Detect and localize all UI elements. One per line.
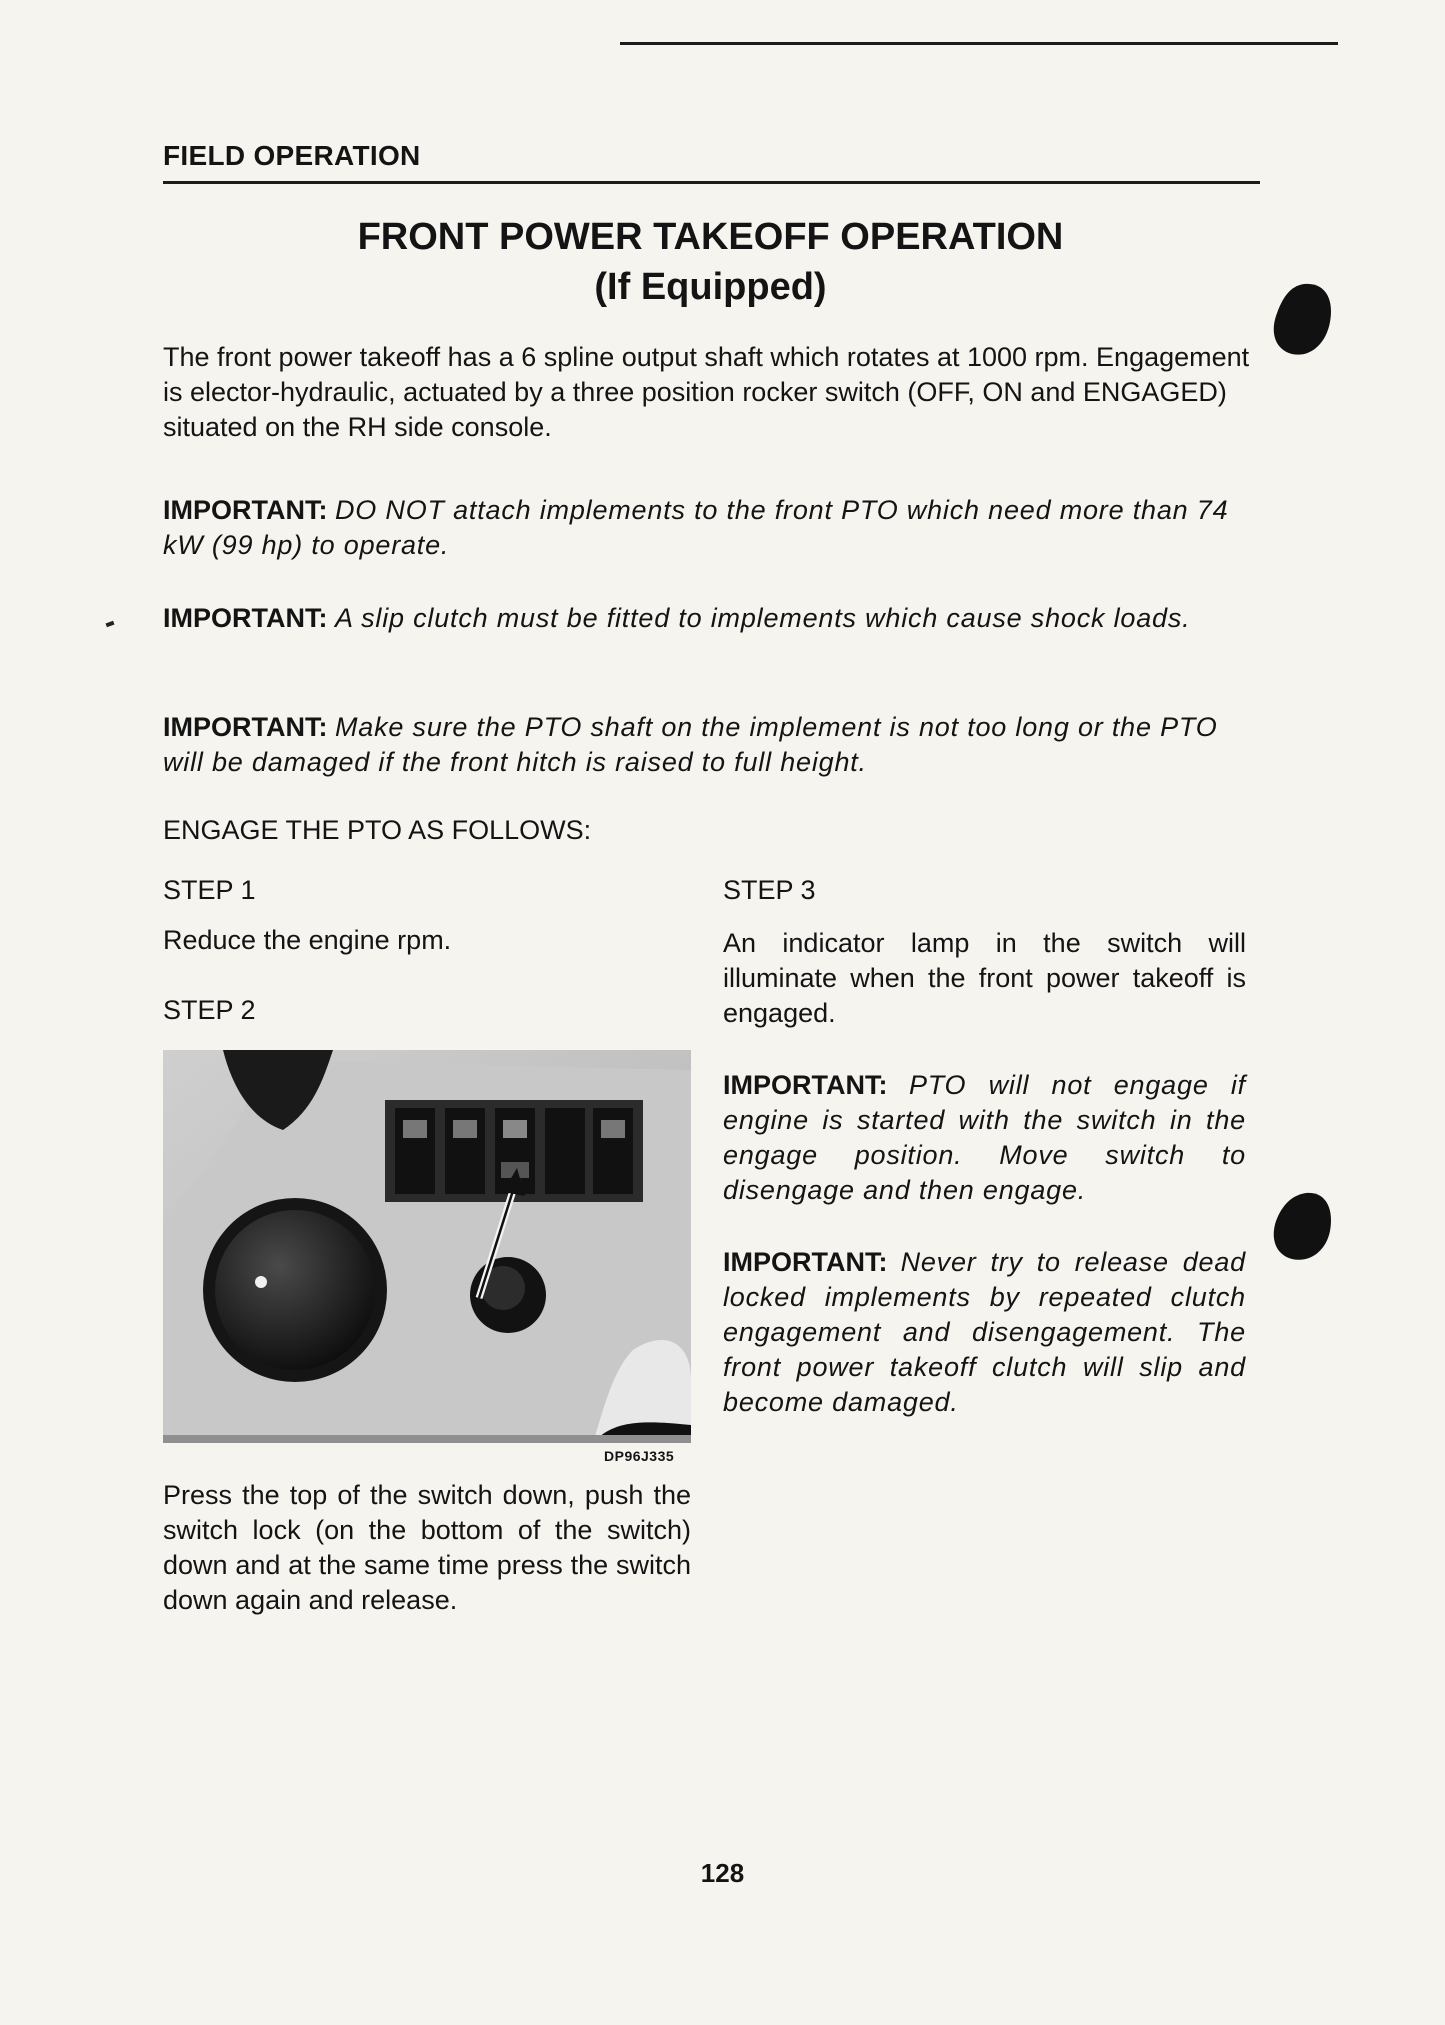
page-number: 128 [700,1858,745,1888]
important-label: IMPORTANT: [163,495,328,525]
intro-paragraph: The front power takeoff has a 6 spline output shaft which rotates at 1000 rpm. Engagement is elector-hydraulic, actuated by a three position rocker switch (OFF, ON and ENGAGED) situated on the RH side console. [163,342,1250,442]
important-label: IMPORTANT: [723,1070,888,1100]
engage-heading: ENGAGE THE PTO AS FOLLOWS: [163,815,592,845]
important-label: IMPORTANT: [163,603,328,633]
page-title: FRONT POWER TAKEOFF OPERATION [357,216,1064,258]
step-1-label: STEP 1 [163,875,256,905]
step-3-label: STEP 3 [723,875,816,905]
step-1-text: Reduce the engine rpm. [163,925,452,955]
important-label: IMPORTANT: [163,712,328,742]
section-rule [163,181,1260,184]
step-3-text: An indicator lamp in the switch will illuminate when the front power takeoff is engaged. [723,928,1246,1028]
binder-hole-mark-bottom [1264,1185,1344,1270]
important-label: IMPORTANT: [723,1247,888,1277]
important-text: Never try to release dead locked implements by repeated clutch engagement and disengagement. The front power takeoff clutch will slip and become damaged. [723,1247,1246,1417]
step-2-text: Press the top of the switch down, push the switch lock (on the bottom of the switch) down and at the same time press the switch down again and release. [163,1480,691,1615]
binder-hole-mark-top [1264,278,1344,363]
important-note-2 [163,601,1255,636]
important-note-3 [163,710,1255,780]
important-text: DO NOT attach implements to the front PTO which need more than 74 kW (99 hp) to operate. [163,495,1229,560]
top-rule [620,42,1338,45]
important-note-5 [723,1245,1246,1420]
page-subtitle: (If Equipped) [594,266,827,308]
section-label: FIELD OPERATION [163,140,421,171]
stray-mark [106,621,115,627]
important-note-4 [723,1068,1246,1208]
switch-console-photo [163,1050,691,1443]
figure-code: DP96J335 [604,1448,675,1464]
important-text: A slip clutch must be fitted to implements which cause shock loads. [335,603,1191,633]
important-text: Make sure the PTO shaft on the implement is not too long or the PTO will be damaged if the front hitch is raised to full height. [163,712,1218,777]
step-2-label: STEP 2 [163,995,256,1025]
important-text: PTO will not engage if engine is started with the switch in the engage position. Move switch to disengage and then engage. [723,1070,1246,1205]
important-note-1 [163,493,1255,563]
